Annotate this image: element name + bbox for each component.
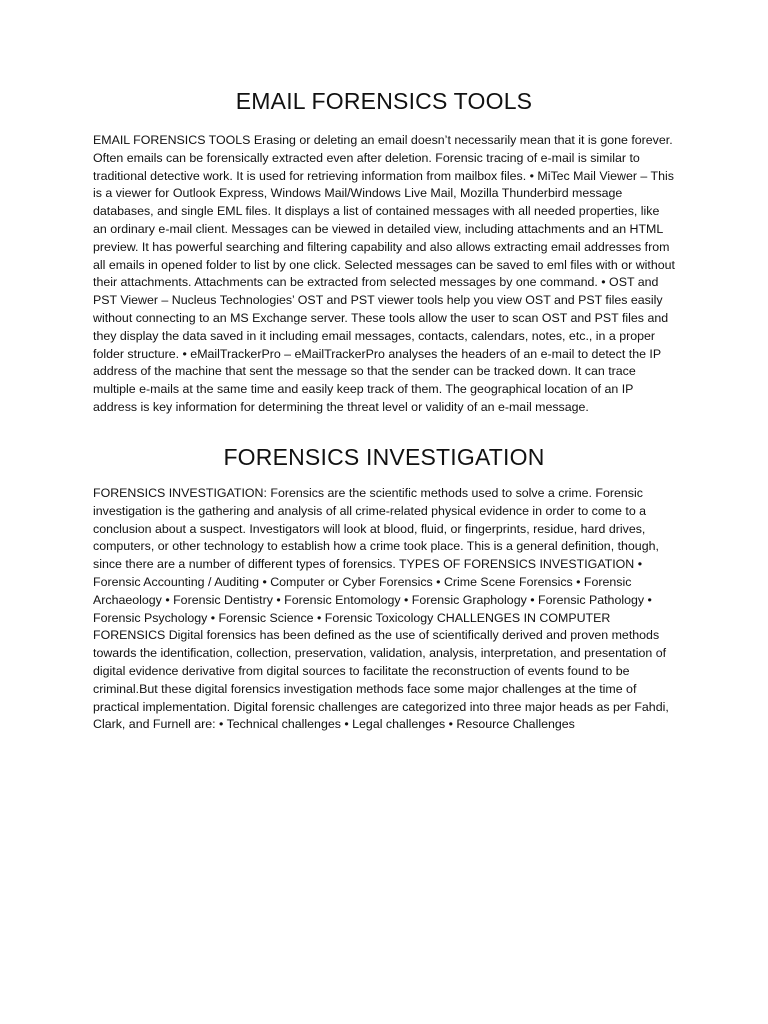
section-body-forensics-investigation: FORENSICS INVESTIGATION: Forensics are the scientific methods used to solve a crime. Forensic investigation is the gathering and analysis of all crime-related physical evidence in order to come to a conclusion about a suspect. Investigators will look at blood, fluid, or fingerprints, residue, hard drives, computers, or other technology to establish how a crime took place. This is a general definition, though, since there are a number of different types of forensics. TYPES OF FORENSICS INVESTIGATION • Forensic Accounting / Auditing • Computer or Cyber Forensics • Crime Scene Forensics • Forensic Archaeology • Forensic Dentistry • Forensic Entomology • Forensic Graphology • Forensic Pathology • Forensic Psychology • Forensic Science • Forensic Toxicology CHALLENGES IN COMPUTER FORENSICS Digital forensics has been defined as the use of scientifically derived and proven methods towards the identification, collection, preservation, validation, analysis, interpretation, and presentation of digital evidence derivative from digital sources to facilitate the reconstruction of events found to be criminal.But these digital forensics investigation methods face some major challenges at the time of practical implementation. Digital forensic challenges are categorized into three major heads as per Fahdi, Clark, and Furnell are: • Technical challenges • Legal challenges • Resource Challenges xyxy=(93,486,669,732)
section-heading-forensics-investigation: FORENSICS INVESTIGATION xyxy=(223,444,545,470)
section-body-email-forensics-tools: EMAIL FORENSICS TOOLS Erasing or deleting an email doesn’t necessarily mean that it is gone forever. Often emails can be forensically extracted even after deletion. Forensic tracing of e-mail is similar to traditional detective work. It is used for retrieving information from mailbox files. • MiTec Mail Viewer – This is a viewer for Outlook Express, Windows Mail/Windows Live Mail, Mozilla Thunderbird message databases, and single EML files. It displays a list of contained messages with all needed properties, like an ordinary e-mail client. Messages can be viewed in detailed view, including attachments and an HTML preview. It has powerful searching and filtering capability and also allows extracting email addresses from all emails in opened folder to list by one click. Selected messages can be saved to eml files with or without their attachments. Attachments can be extracted from selected messages by one command. • OST and PST Viewer – Nucleus Technologies’ OST and PST viewer tools help you view OST and PST files easily without connecting to an MS Exchange server. These tools allow the user to scan OST and PST files and they display the data saved in it including email messages, contacts, calendars, notes, etc., in a proper folder structure. • eMailTrackerPro – eMailTrackerPro analyses the headers of an e-mail to detect the IP address of the machine that sent the message so that the sender can be tracked down. It can trace multiple e-mails at the same time and easily keep track of them. The geographical location of an IP address is key information for determining the threat level or validity of an e-mail message. xyxy=(93,133,675,414)
section-heading-email-forensics-tools: EMAIL FORENSICS TOOLS xyxy=(235,88,533,114)
